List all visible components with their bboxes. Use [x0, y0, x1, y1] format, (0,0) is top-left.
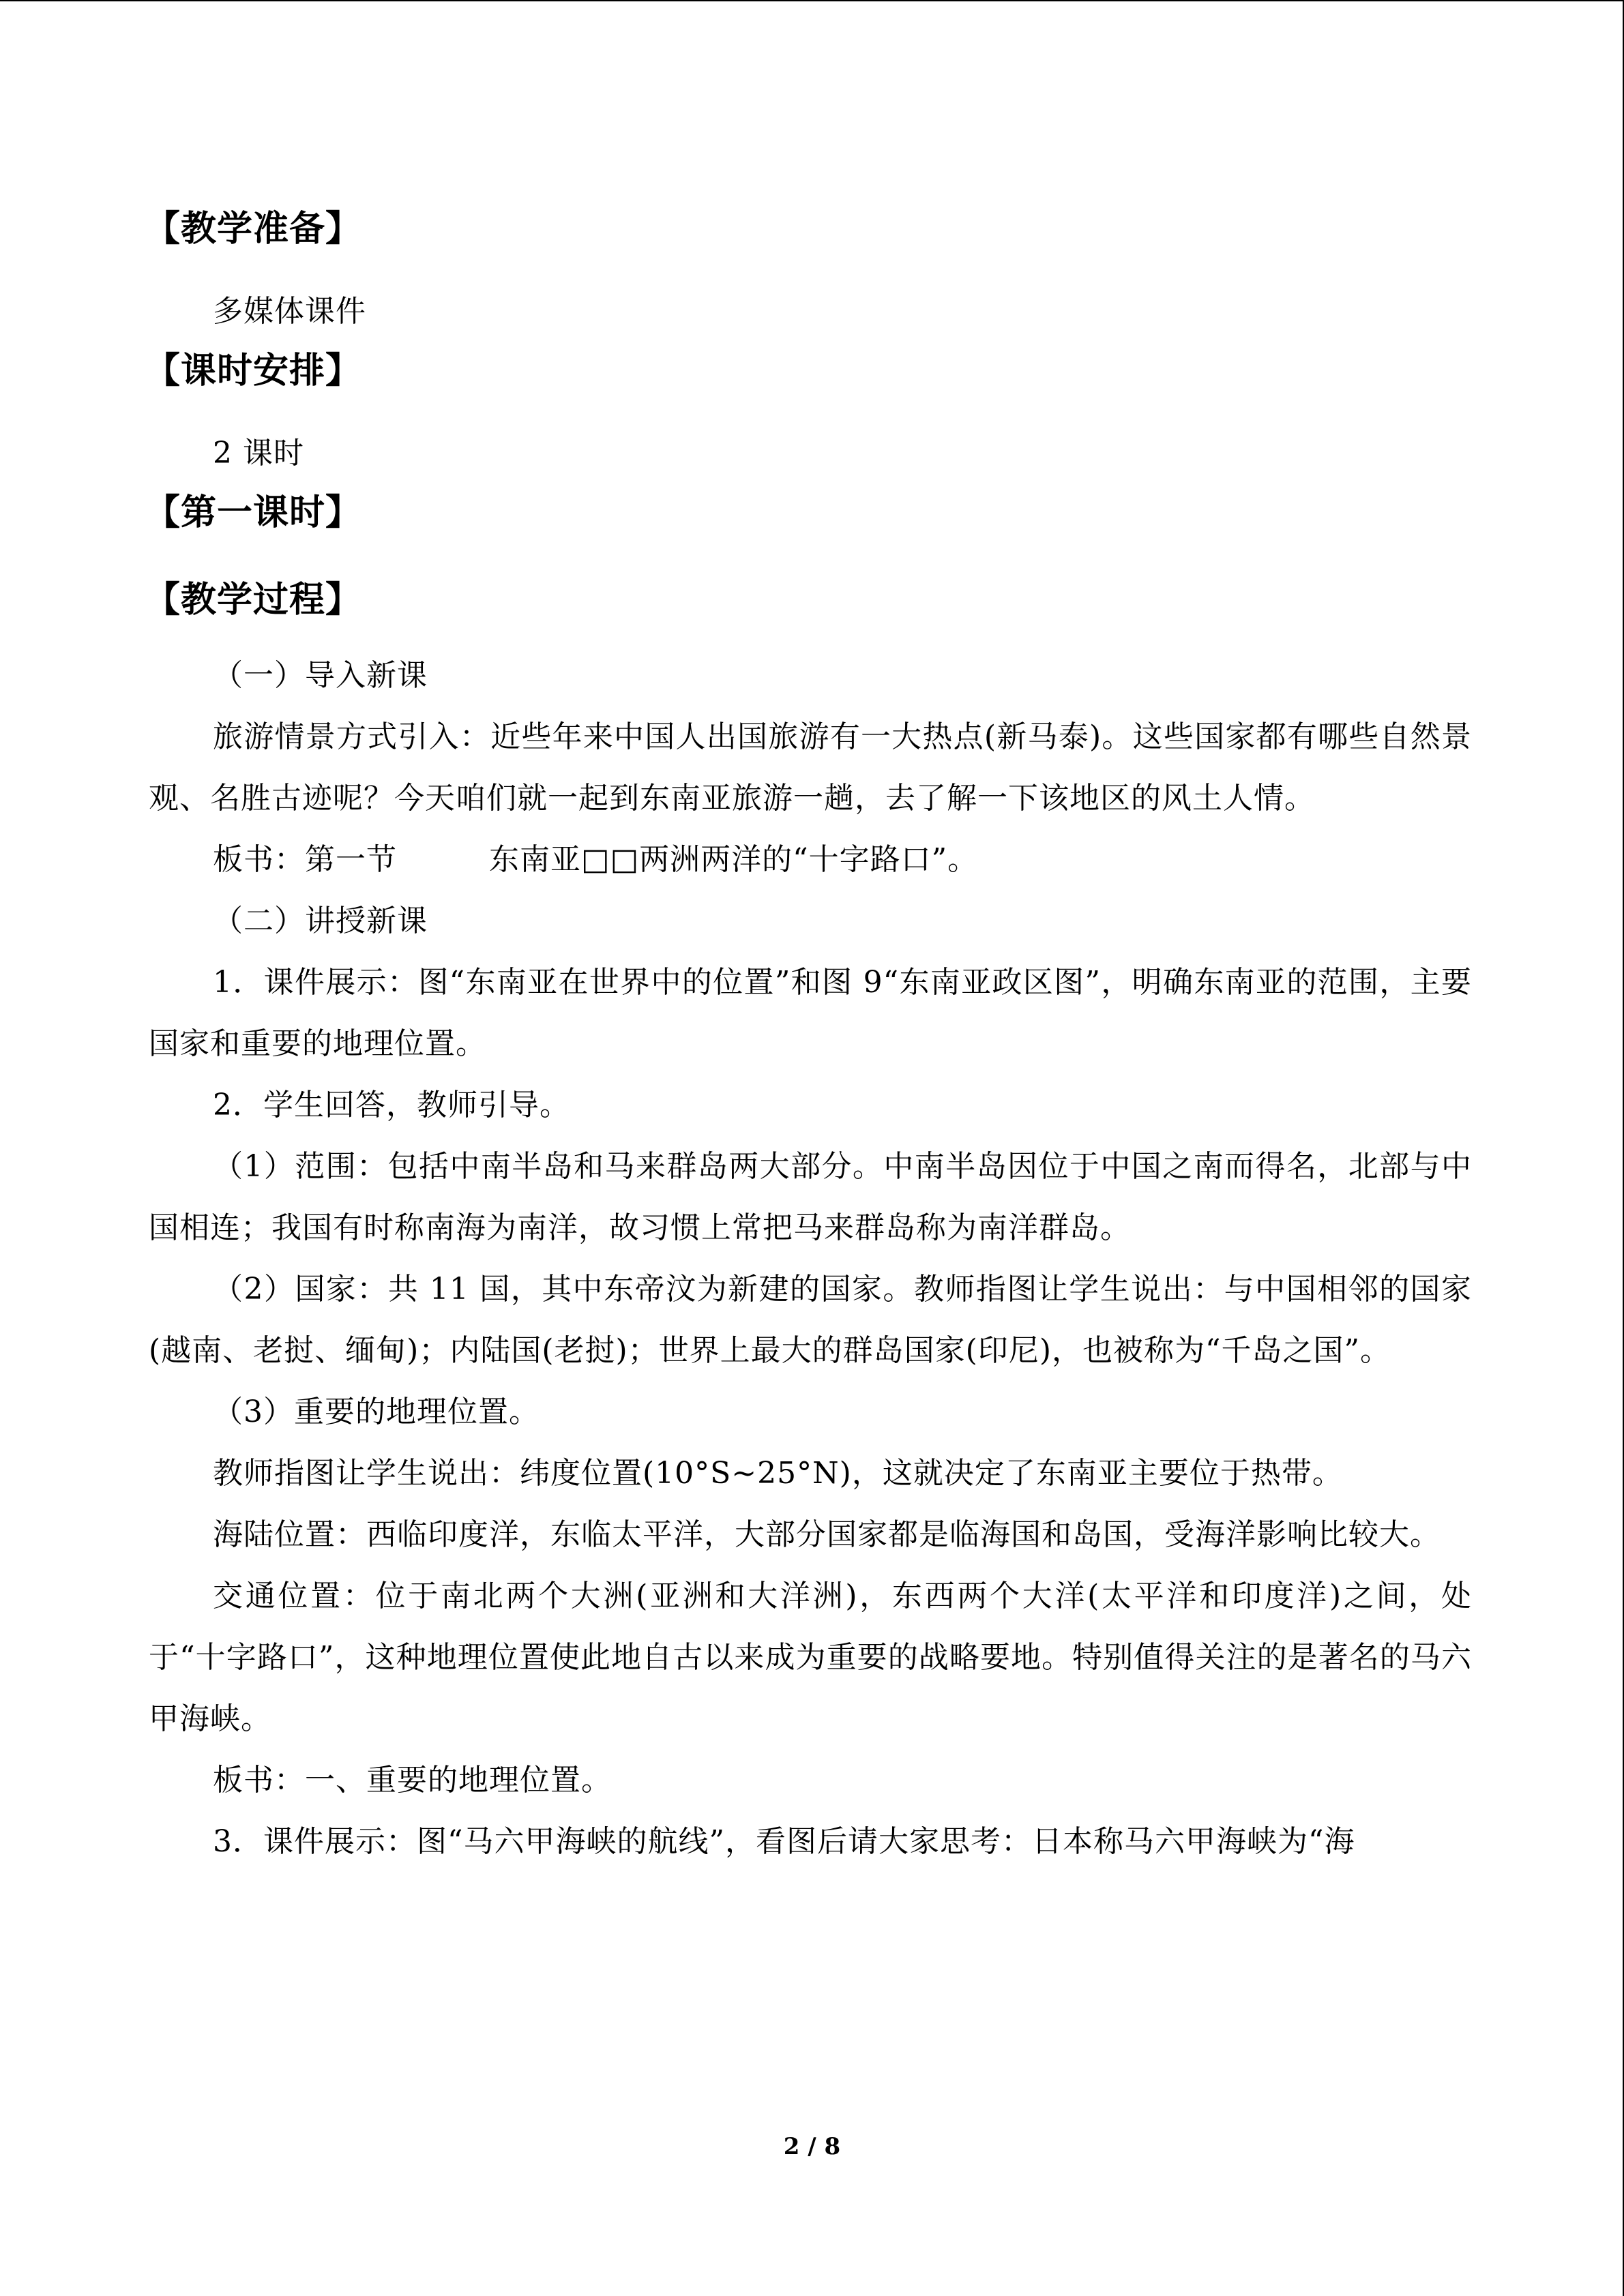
process-paragraph: （2）国家：共 11 国，其中东帝汶为新建的国家。教师指图让学生说出：与中国相邻的国家(越南、老挝、缅甸)；内陆国(老挝)；世界上最大的群岛国家(印尼)，也被称为“千岛之国”。 — [149, 1272, 1472, 1368]
prep-text: 多媒体课件 — [213, 294, 366, 329]
process-paragraph: 2．学生回答，教师引导。 — [213, 1088, 570, 1122]
heading-schedule: 【课时安排】 — [145, 351, 362, 391]
process-paragraph: （3）重要的地理位置。 — [213, 1395, 540, 1429]
process-paragraph: （1）范围：包括中南半岛和马来群岛两大部分。中南半岛因位于中国之南而得名，北部与中国相连；我国有时称南海为南洋，故习惯上常把马来群岛称为南洋群岛。 — [149, 1149, 1472, 1245]
heading-process: 【教学过程】 — [145, 580, 362, 621]
process-content — [149, 645, 1472, 1873]
process-paragraph: 1．课件展示：图“东南亚在世界中的位置”和图 9“东南亚政区图”，明确东南亚的范围，主要国家和重要的地理位置。 — [149, 965, 1472, 1061]
document-body — [145, 205, 1472, 1873]
process-paragraph: 交通位置：位于南北两个大洲(亚洲和大洋洲)，东西两个大洋(太平洋和印度洋)之间，处于“十字路口”，这种地理位置使此地自古以来成为重要的战略要地。特别值得关注的是著名的马六甲海峡。 — [149, 1579, 1472, 1736]
process-paragraph: 板书：一、重要的地理位置。 — [213, 1763, 612, 1798]
process-paragraph: （二）讲授新课 — [213, 904, 428, 938]
process-paragraph: 3．课件展示：图“马六甲海峡的航线”，看图后请大家思考：日本称马六甲海峡为“海 — [213, 1824, 1355, 1859]
process-paragraph: 旅游情景方式引入：近些年来中国人出国旅游有一大热点(新马泰)。这些国家都有哪些自然景观、名胜古迹呢？今天咱们就一起到东南亚旅游一趟，去了解一下该地区的风土人情。 — [149, 719, 1472, 816]
process-paragraph: 板书：第一节 东南亚□□两洲两洋的“十字路口”。 — [213, 842, 979, 877]
process-paragraph: 教师指图让学生说出：纬度位置(10°S~25°N)，这就决定了东南亚主要位于热带。 — [213, 1456, 1343, 1491]
page-number: 2 / 8 — [783, 2133, 841, 2160]
heading-lesson-one: 【第一课时】 — [145, 492, 362, 533]
heading-teaching-prep: 【教学准备】 — [145, 209, 362, 250]
schedule-text: 2 课时 — [213, 436, 304, 471]
process-paragraph: 海陆位置：西临印度洋，东临太平洋，大部分国家都是临海国和岛国，受海洋影响比较大。 — [213, 1517, 1441, 1552]
process-paragraph: （一）导入新课 — [213, 658, 428, 693]
